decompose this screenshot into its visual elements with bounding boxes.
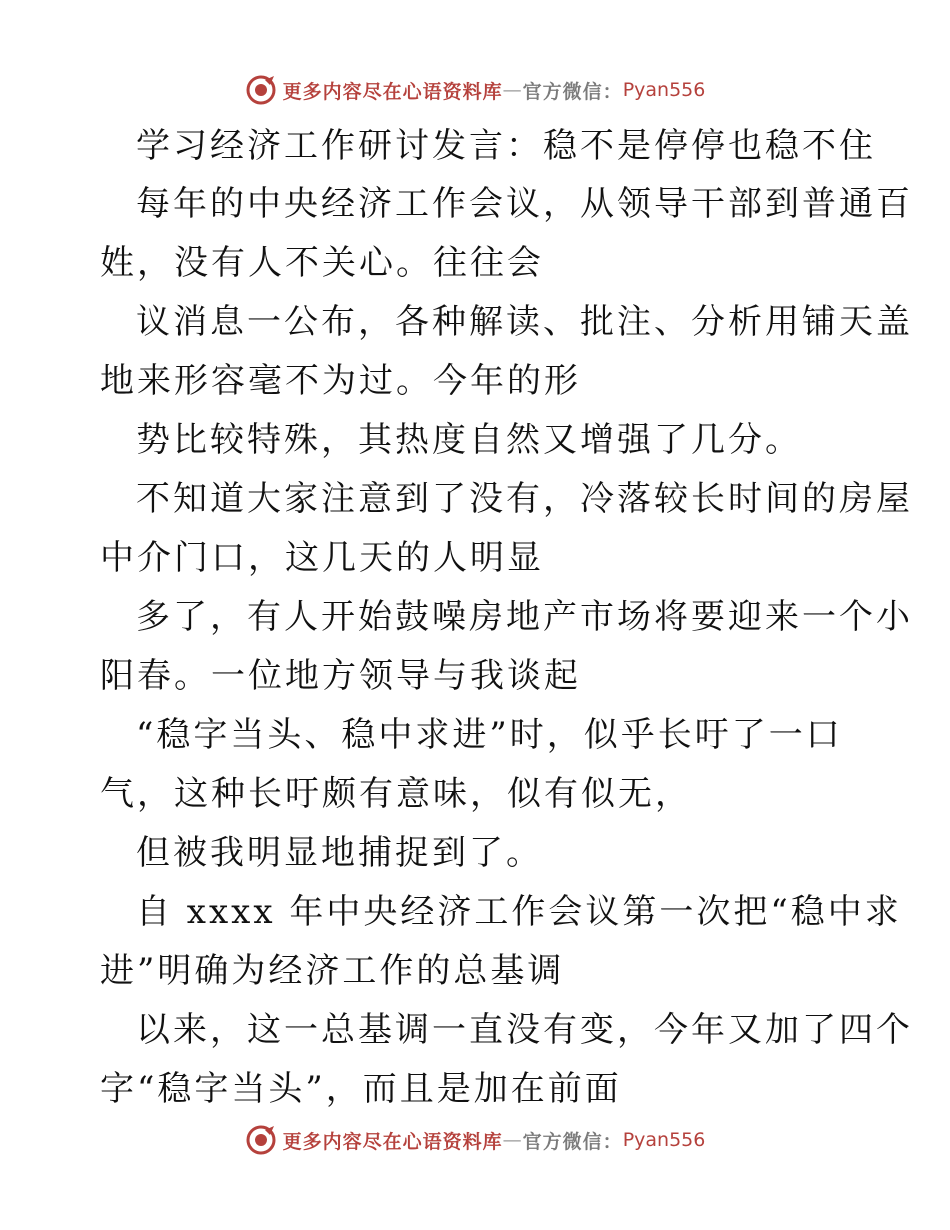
- header-banner: [0, 70, 950, 110]
- text-line: 进”明确为经济工作的总基调: [100, 951, 565, 991]
- text-line: “稳字当头、稳中求进”时，似乎长吁了一口: [136, 715, 843, 755]
- banner-dash: —: [502, 1129, 523, 1151]
- text-line: 自 xxxx 年中央经济工作会议第一次把“稳中求: [136, 892, 902, 932]
- text-line: 每年的中央经济工作会议，从领导干部到普通百: [136, 184, 913, 224]
- header-banner-text: [283, 77, 706, 104]
- text-line: 不知道大家注意到了没有，冷落较长时间的房屋: [136, 479, 913, 519]
- text-line: 议消息一公布，各种解读、批注、分析用铺天盖: [136, 302, 913, 342]
- text-line: 地来形容毫不为过。今年的形: [100, 361, 581, 401]
- banner-sub-text: 官方微信：: [522, 80, 623, 103]
- text-line: 中介门口，这几天的人明显: [100, 538, 544, 578]
- footer-banner-text: [283, 1127, 706, 1154]
- footer-banner: [0, 1120, 950, 1160]
- banner-sub-text: 官方微信：: [522, 1130, 623, 1153]
- text-line: 气，这种长吁颇有意味，似有似无，: [100, 774, 692, 814]
- text-line: 势比较特殊，其热度自然又增强了几分。: [136, 420, 802, 460]
- logo-icon: [245, 74, 277, 106]
- banner-wechat-id: Pyan556: [622, 79, 706, 101]
- text-line: 以来，这一总基调一直没有变，今年又加了四个: [136, 1010, 913, 1050]
- document-title: 学习经济工作研讨发言：稳不是停停也稳不住: [136, 126, 876, 166]
- logo-icon: [245, 1124, 277, 1156]
- text-line: 字“稳字当头”，而且是加在前面: [100, 1069, 622, 1109]
- text-line: 阳春。一位地方领导与我谈起: [100, 656, 581, 696]
- banner-main-text: 更多内容尽在心语资料库: [282, 1130, 503, 1153]
- text-line: 多了，有人开始鼓噪房地产市场将要迎来一个小: [136, 597, 913, 637]
- banner-wechat-id: Pyan556: [622, 1129, 706, 1151]
- banner-dash: —: [502, 79, 523, 101]
- text-line: 姓，没有人不关心。往往会: [100, 243, 544, 283]
- text-line: 但被我明显地捕捉到了。: [136, 833, 543, 873]
- banner-main-text: 更多内容尽在心语资料库: [282, 80, 503, 103]
